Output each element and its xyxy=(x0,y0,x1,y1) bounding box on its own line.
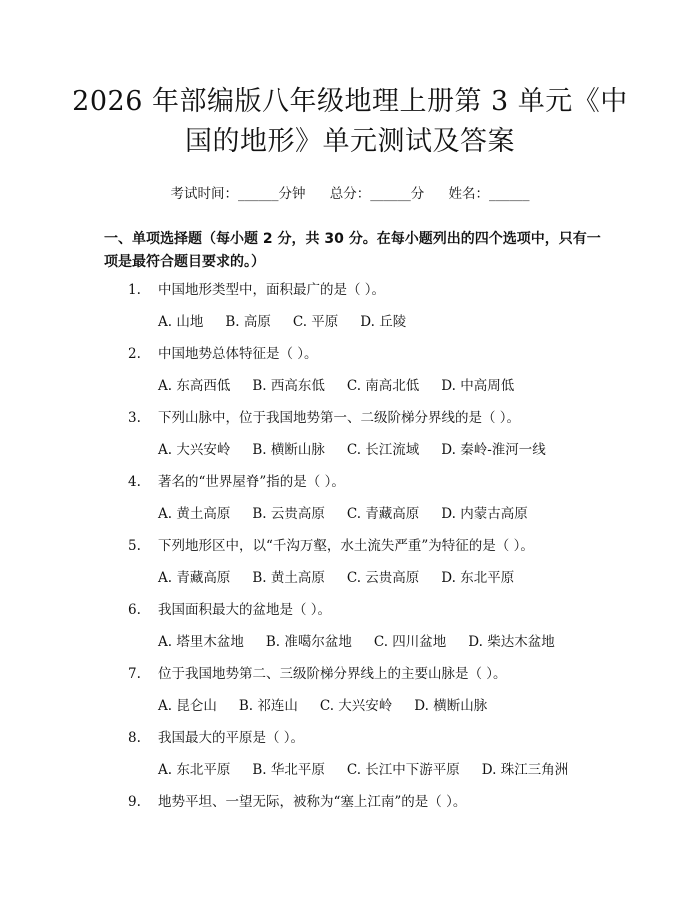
question-item xyxy=(104,664,614,728)
question-options xyxy=(104,312,614,344)
question-options xyxy=(104,440,614,472)
question-item xyxy=(104,600,614,664)
answer-option: A. 青藏高原 xyxy=(158,570,231,586)
answer-option: A. 黄土高原 xyxy=(158,506,231,522)
question-text: 下列山脉中，位于我国地势第一、二级阶梯分界线的是（ ）。 xyxy=(158,410,521,426)
answer-option: A. 昆仑山 xyxy=(158,698,217,714)
question-options xyxy=(104,376,614,408)
question-stem xyxy=(104,536,614,568)
answer-option: A. 东北平原 xyxy=(158,762,231,778)
answer-option: B. 西高东低 xyxy=(252,378,325,394)
answer-option: C. 南高北低 xyxy=(346,378,420,394)
answer-option: D. 横断山脉 xyxy=(414,698,488,714)
question-options xyxy=(104,760,614,792)
answer-option: D. 内蒙古高原 xyxy=(441,506,528,522)
answer-option: B. 华北平原 xyxy=(252,762,325,778)
question-text: 下列地形区中，以“千沟万壑，水土流失严重”为特征的是（ ）。 xyxy=(158,538,534,554)
question-number: 3. xyxy=(128,410,141,426)
answer-option: C. 长江中下游平原 xyxy=(346,762,460,778)
exam-time-field: 考试时间：______分钟 xyxy=(170,186,306,202)
question-stem xyxy=(104,408,614,440)
question-stem xyxy=(104,472,614,504)
question-item xyxy=(104,536,614,600)
question-text: 我国最大的平原是（ ）。 xyxy=(158,730,305,746)
question-stem xyxy=(104,664,614,696)
question-item xyxy=(104,728,614,792)
question-stem xyxy=(104,600,614,632)
question-text: 我国面积最大的盆地是（ ）。 xyxy=(158,602,332,618)
answer-option: C. 云贵高原 xyxy=(346,570,420,586)
question-text: 位于我国地势第二、三级阶梯分界线上的主要山脉是（ ）。 xyxy=(158,666,507,682)
answer-option: A. 大兴安岭 xyxy=(158,442,231,458)
question-options xyxy=(104,504,614,536)
answer-option: B. 祁连山 xyxy=(238,698,298,714)
question-number: 4. xyxy=(128,474,141,490)
question-stem xyxy=(104,280,614,312)
question-item xyxy=(104,280,614,344)
answer-option: B. 云贵高原 xyxy=(252,506,325,522)
answer-option: C. 大兴安岭 xyxy=(319,698,393,714)
answer-option: C. 平原 xyxy=(292,314,339,330)
title-line-1: 2026 年部编版八年级地理上册第 3 单元《中 xyxy=(72,86,628,117)
question-options xyxy=(104,696,614,728)
answer-option: A. 东高西低 xyxy=(158,378,231,394)
question-number: 8. xyxy=(128,730,141,746)
document-title xyxy=(0,0,700,162)
answer-option: D. 秦岭-淮河一线 xyxy=(441,442,546,458)
question-stem xyxy=(104,344,614,376)
answer-option: C. 四川盆地 xyxy=(373,634,447,650)
answer-option: D. 柴达木盆地 xyxy=(468,634,555,650)
total-score-field: 总分：______分 xyxy=(329,186,425,202)
question-item xyxy=(104,472,614,536)
question-text: 地势平坦、一望无际，被称为“塞上江南”的是（ ）。 xyxy=(158,794,467,810)
exam-info xyxy=(0,184,700,204)
question-item xyxy=(104,344,614,408)
answer-option: A. 山地 xyxy=(158,314,204,330)
question-options xyxy=(104,568,614,600)
question-number: 1. xyxy=(128,282,141,298)
student-name-field: 姓名：______ xyxy=(448,186,530,202)
answer-option: B. 横断山脉 xyxy=(252,442,325,458)
answer-option: B. 准噶尔盆地 xyxy=(265,634,352,650)
title-line-2: 国的地形》单元测试及答案 xyxy=(185,126,515,157)
question-number: 7. xyxy=(128,666,141,682)
question-number: 9. xyxy=(128,794,141,810)
question-stem xyxy=(104,792,614,824)
answer-option: C. 青藏高原 xyxy=(346,506,420,522)
question-item xyxy=(104,408,614,472)
answer-option: D. 珠江三角洲 xyxy=(481,762,569,778)
answer-option: C. 长江流域 xyxy=(346,442,420,458)
answer-option: B. 高原 xyxy=(225,314,271,330)
answer-option: D. 中高周低 xyxy=(441,378,515,394)
answer-option: A. 塔里木盆地 xyxy=(158,634,244,650)
question-stem xyxy=(104,728,614,760)
question-item xyxy=(104,792,614,824)
question-options xyxy=(104,632,614,664)
question-number: 2. xyxy=(128,346,141,362)
question-list xyxy=(104,280,614,824)
answer-option: D. 丘陵 xyxy=(360,314,407,330)
question-number: 6. xyxy=(128,602,141,618)
question-number: 5. xyxy=(128,538,141,554)
section-title: 一、单项选择题（每小题 2 分，共 30 分。在每小题列出的四个选项中，只有一项是最符合题目要求的。） xyxy=(104,231,601,270)
answer-option: D. 东北平原 xyxy=(441,570,515,586)
question-text: 中国地势总体特征是（ ）。 xyxy=(158,346,318,362)
question-text: 中国地形类型中，面积最广的是（ ）。 xyxy=(158,282,386,298)
answer-option: B. 黄土高原 xyxy=(252,570,325,586)
question-text: 著名的“世界屋脊”指的是（ ）。 xyxy=(158,474,345,490)
